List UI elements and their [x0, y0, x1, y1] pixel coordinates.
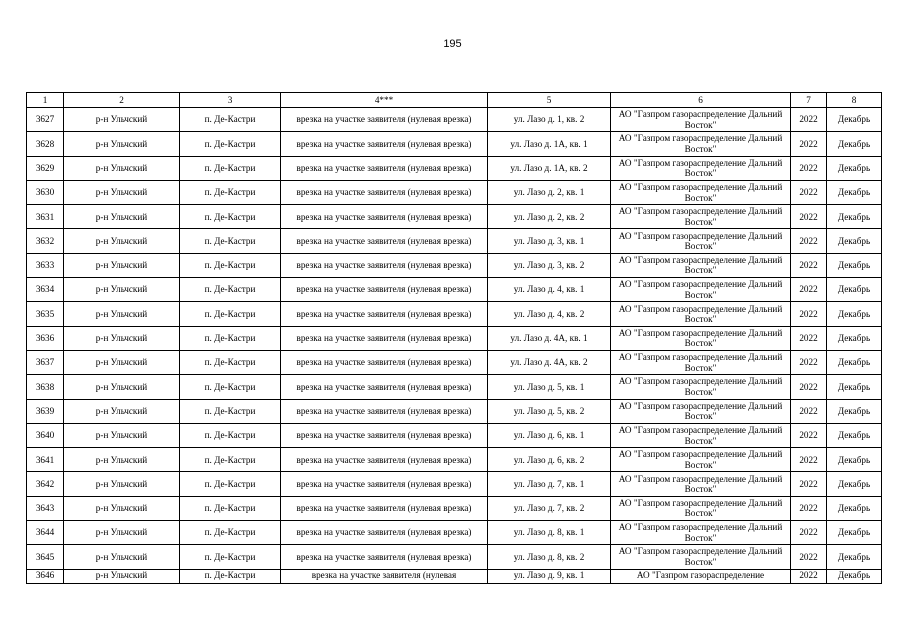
district-cell: р-н Ульчский [64, 302, 180, 326]
settlement-cell: п. Де-Кастри [180, 278, 281, 302]
address-cell: ул. Лазо д. 7, кв. 2 [488, 496, 611, 520]
column-header: 5 [488, 93, 611, 108]
organization-cell: АО "Газпром газораспределение Дальний Восток" [611, 326, 791, 350]
organization-cell: АО "Газпром газораспределение Дальний Восток" [611, 399, 791, 423]
connection-type-cell: врезка на участке заявителя (нулевая врезка) [281, 302, 488, 326]
organization-cell: АО "Газпром газораспределение Дальний Восток" [611, 108, 791, 132]
district-cell: р-н Ульчский [64, 229, 180, 253]
year-cell: 2022 [791, 448, 827, 472]
table-row [27, 326, 882, 350]
district-cell: р-н Ульчский [64, 253, 180, 277]
settlement-cell: п. Де-Кастри [180, 472, 281, 496]
address-cell: ул. Лазо д. 6, кв. 2 [488, 448, 611, 472]
row-number: 3637 [27, 350, 64, 374]
month-cell: Декабрь [827, 108, 882, 132]
table-row [27, 278, 882, 302]
month-cell: Декабрь [827, 302, 882, 326]
organization-cell: АО "Газпром газораспределение Дальний Восток" [611, 423, 791, 447]
address-cell: ул. Лазо д. 1, кв. 2 [488, 108, 611, 132]
address-cell: ул. Лазо д. 9, кв. 1 [488, 569, 611, 583]
connection-type-cell: врезка на участке заявителя (нулевая врезка) [281, 521, 488, 545]
row-number: 3628 [27, 132, 64, 156]
year-cell: 2022 [791, 472, 827, 496]
connection-type-cell: врезка на участке заявителя (нулевая врезка) [281, 326, 488, 350]
organization-cell: АО "Газпром газораспределение Дальний Восток" [611, 278, 791, 302]
month-cell: Декабрь [827, 399, 882, 423]
table-row [27, 399, 882, 423]
address-cell: ул. Лазо д. 1А, кв. 1 [488, 132, 611, 156]
year-cell: 2022 [791, 229, 827, 253]
settlement-cell: п. Де-Кастри [180, 399, 281, 423]
column-header: 1 [27, 93, 64, 108]
month-cell: Декабрь [827, 205, 882, 229]
connection-type-cell: врезка на участке заявителя (нулевая врезка) [281, 180, 488, 204]
year-cell: 2022 [791, 375, 827, 399]
table-row [27, 350, 882, 374]
address-cell: ул. Лазо д. 5, кв. 2 [488, 399, 611, 423]
table-row [27, 229, 882, 253]
table-row [27, 423, 882, 447]
address-cell: ул. Лазо д. 7, кв. 1 [488, 472, 611, 496]
month-cell: Декабрь [827, 521, 882, 545]
organization-cell: АО "Газпром газораспределение Дальний Восток" [611, 350, 791, 374]
address-cell: ул. Лазо д. 5, кв. 1 [488, 375, 611, 399]
district-cell: р-н Ульчский [64, 545, 180, 569]
district-cell: р-н Ульчский [64, 350, 180, 374]
settlement-cell: п. Де-Кастри [180, 350, 281, 374]
organization-cell: АО "Газпром газораспределение Дальний Восток" [611, 545, 791, 569]
district-cell: р-н Ульчский [64, 108, 180, 132]
connection-type-cell: врезка на участке заявителя (нулевая врезка) [281, 375, 488, 399]
table-row [27, 375, 882, 399]
row-number: 3631 [27, 205, 64, 229]
table-row [27, 180, 882, 204]
connection-type-cell: врезка на участке заявителя (нулевая врезка) [281, 496, 488, 520]
table-row [27, 156, 882, 180]
year-cell: 2022 [791, 496, 827, 520]
settlement-cell: п. Де-Кастри [180, 180, 281, 204]
settlement-cell: п. Де-Кастри [180, 205, 281, 229]
row-number: 3633 [27, 253, 64, 277]
row-number: 3644 [27, 521, 64, 545]
organization-cell: АО "Газпром газораспределение Дальний Восток" [611, 375, 791, 399]
settlement-cell: п. Де-Кастри [180, 132, 281, 156]
month-cell: Декабрь [827, 132, 882, 156]
month-cell: Декабрь [827, 472, 882, 496]
year-cell: 2022 [791, 253, 827, 277]
column-header: 8 [827, 93, 882, 108]
month-cell: Декабрь [827, 278, 882, 302]
address-cell: ул. Лазо д. 6, кв. 1 [488, 423, 611, 447]
district-cell: р-н Ульчский [64, 132, 180, 156]
table-row [27, 108, 882, 132]
table-header [27, 93, 882, 108]
month-cell: Декабрь [827, 229, 882, 253]
row-number: 3634 [27, 278, 64, 302]
year-cell: 2022 [791, 132, 827, 156]
address-cell: ул. Лазо д. 4А, кв. 2 [488, 350, 611, 374]
year-cell: 2022 [791, 278, 827, 302]
address-cell: ул. Лазо д. 3, кв. 1 [488, 229, 611, 253]
connection-type-cell: врезка на участке заявителя (нулевая врезка) [281, 278, 488, 302]
year-cell: 2022 [791, 156, 827, 180]
address-cell: ул. Лазо д. 1А, кв. 2 [488, 156, 611, 180]
connection-type-cell: врезка на участке заявителя (нулевая врезка) [281, 132, 488, 156]
row-number: 3629 [27, 156, 64, 180]
row-number: 3646 [27, 569, 64, 583]
organization-cell: АО "Газпром газораспределение Дальний Восток" [611, 229, 791, 253]
district-cell: р-н Ульчский [64, 180, 180, 204]
settlement-cell: п. Де-Кастри [180, 302, 281, 326]
row-number: 3642 [27, 472, 64, 496]
column-header: 3 [180, 93, 281, 108]
row-number: 3641 [27, 448, 64, 472]
organization-cell: АО "Газпром газораспределение Дальний Восток" [611, 156, 791, 180]
row-number: 3627 [27, 108, 64, 132]
district-cell: р-н Ульчский [64, 205, 180, 229]
month-cell: Декабрь [827, 569, 882, 583]
month-cell: Декабрь [827, 545, 882, 569]
organization-cell: АО "Газпром газораспределение Дальний Восток" [611, 521, 791, 545]
month-cell: Декабрь [827, 326, 882, 350]
year-cell: 2022 [791, 545, 827, 569]
row-number: 3639 [27, 399, 64, 423]
row-number: 3632 [27, 229, 64, 253]
row-number: 3640 [27, 423, 64, 447]
address-cell: ул. Лазо д. 3, кв. 2 [488, 253, 611, 277]
organization-cell: АО "Газпром газораспределение Дальний Восток" [611, 496, 791, 520]
organization-cell: АО "Газпром газораспределение Дальний Восток" [611, 253, 791, 277]
connection-type-cell: врезка на участке заявителя (нулевая врезка) [281, 545, 488, 569]
connection-type-cell: врезка на участке заявителя (нулевая врезка) [281, 253, 488, 277]
district-cell: р-н Ульчский [64, 521, 180, 545]
connection-type-cell: врезка на участке заявителя (нулевая врезка) [281, 399, 488, 423]
organization-cell: АО "Газпром газораспределение [611, 569, 791, 583]
column-header: 4*** [281, 93, 488, 108]
month-cell: Декабрь [827, 375, 882, 399]
district-cell: р-н Ульчский [64, 496, 180, 520]
row-number: 3630 [27, 180, 64, 204]
settlement-cell: п. Де-Кастри [180, 569, 281, 583]
row-number: 3638 [27, 375, 64, 399]
organization-cell: АО "Газпром газораспределение Дальний Восток" [611, 472, 791, 496]
address-cell: ул. Лазо д. 2, кв. 2 [488, 205, 611, 229]
row-number: 3645 [27, 545, 64, 569]
table-row [27, 302, 882, 326]
district-cell: р-н Ульчский [64, 569, 180, 583]
district-cell: р-н Ульчский [64, 156, 180, 180]
connection-type-cell: врезка на участке заявителя (нулевая врезка) [281, 472, 488, 496]
address-cell: ул. Лазо д. 8, кв. 2 [488, 545, 611, 569]
connection-type-cell: врезка на участке заявителя (нулевая врезка) [281, 423, 488, 447]
settlement-cell: п. Де-Кастри [180, 108, 281, 132]
connection-type-cell: врезка на участке заявителя (нулевая врезка) [281, 156, 488, 180]
table-row [27, 496, 882, 520]
settlement-cell: п. Де-Кастри [180, 423, 281, 447]
district-cell: р-н Ульчский [64, 375, 180, 399]
table-body [27, 108, 882, 584]
settlement-cell: п. Де-Кастри [180, 326, 281, 350]
connection-type-cell: врезка на участке заявителя (нулевая врезка) [281, 205, 488, 229]
column-header: 7 [791, 93, 827, 108]
organization-cell: АО "Газпром газораспределение Дальний Восток" [611, 448, 791, 472]
organization-cell: АО "Газпром газораспределение Дальний Восток" [611, 205, 791, 229]
register-table [26, 92, 882, 584]
year-cell: 2022 [791, 569, 827, 583]
month-cell: Декабрь [827, 180, 882, 204]
settlement-cell: п. Де-Кастри [180, 156, 281, 180]
year-cell: 2022 [791, 205, 827, 229]
column-header: 6 [611, 93, 791, 108]
table-row [27, 448, 882, 472]
month-cell: Декабрь [827, 350, 882, 374]
connection-type-cell: врезка на участке заявителя (нулевая [281, 569, 488, 583]
settlement-cell: п. Де-Кастри [180, 229, 281, 253]
organization-cell: АО "Газпром газораспределение Дальний Восток" [611, 180, 791, 204]
district-cell: р-н Ульчский [64, 278, 180, 302]
district-cell: р-н Ульчский [64, 399, 180, 423]
address-cell: ул. Лазо д. 2, кв. 1 [488, 180, 611, 204]
table-row [27, 132, 882, 156]
table-row [27, 472, 882, 496]
year-cell: 2022 [791, 399, 827, 423]
month-cell: Декабрь [827, 496, 882, 520]
settlement-cell: п. Де-Кастри [180, 496, 281, 520]
table-row [27, 545, 882, 569]
row-number: 3643 [27, 496, 64, 520]
district-cell: р-н Ульчский [64, 423, 180, 447]
district-cell: р-н Ульчский [64, 326, 180, 350]
year-cell: 2022 [791, 326, 827, 350]
settlement-cell: п. Де-Кастри [180, 375, 281, 399]
month-cell: Декабрь [827, 448, 882, 472]
table-row [27, 521, 882, 545]
month-cell: Декабрь [827, 423, 882, 447]
settlement-cell: п. Де-Кастри [180, 448, 281, 472]
header-row [27, 93, 882, 108]
row-number: 3635 [27, 302, 64, 326]
address-cell: ул. Лазо д. 4А, кв. 1 [488, 326, 611, 350]
row-number: 3636 [27, 326, 64, 350]
month-cell: Декабрь [827, 253, 882, 277]
column-header: 2 [64, 93, 180, 108]
month-cell: Декабрь [827, 156, 882, 180]
organization-cell: АО "Газпром газораспределение Дальний Восток" [611, 132, 791, 156]
organization-cell: АО "Газпром газораспределение Дальний Восток" [611, 302, 791, 326]
settlement-cell: п. Де-Кастри [180, 545, 281, 569]
address-cell: ул. Лазо д. 8, кв. 1 [488, 521, 611, 545]
table-row [27, 205, 882, 229]
connection-type-cell: врезка на участке заявителя (нулевая врезка) [281, 350, 488, 374]
year-cell: 2022 [791, 108, 827, 132]
connection-type-cell: врезка на участке заявителя (нулевая врезка) [281, 229, 488, 253]
page-number: 195 [443, 38, 462, 50]
address-cell: ул. Лазо д. 4, кв. 1 [488, 278, 611, 302]
district-cell: р-н Ульчский [64, 472, 180, 496]
table-row [27, 253, 882, 277]
table-row [27, 569, 882, 583]
settlement-cell: п. Де-Кастри [180, 521, 281, 545]
year-cell: 2022 [791, 423, 827, 447]
settlement-cell: п. Де-Кастри [180, 253, 281, 277]
year-cell: 2022 [791, 350, 827, 374]
address-cell: ул. Лазо д. 4, кв. 2 [488, 302, 611, 326]
connection-type-cell: врезка на участке заявителя (нулевая врезка) [281, 108, 488, 132]
connection-type-cell: врезка на участке заявителя (нулевая врезка) [281, 448, 488, 472]
year-cell: 2022 [791, 180, 827, 204]
year-cell: 2022 [791, 521, 827, 545]
district-cell: р-н Ульчский [64, 448, 180, 472]
year-cell: 2022 [791, 302, 827, 326]
